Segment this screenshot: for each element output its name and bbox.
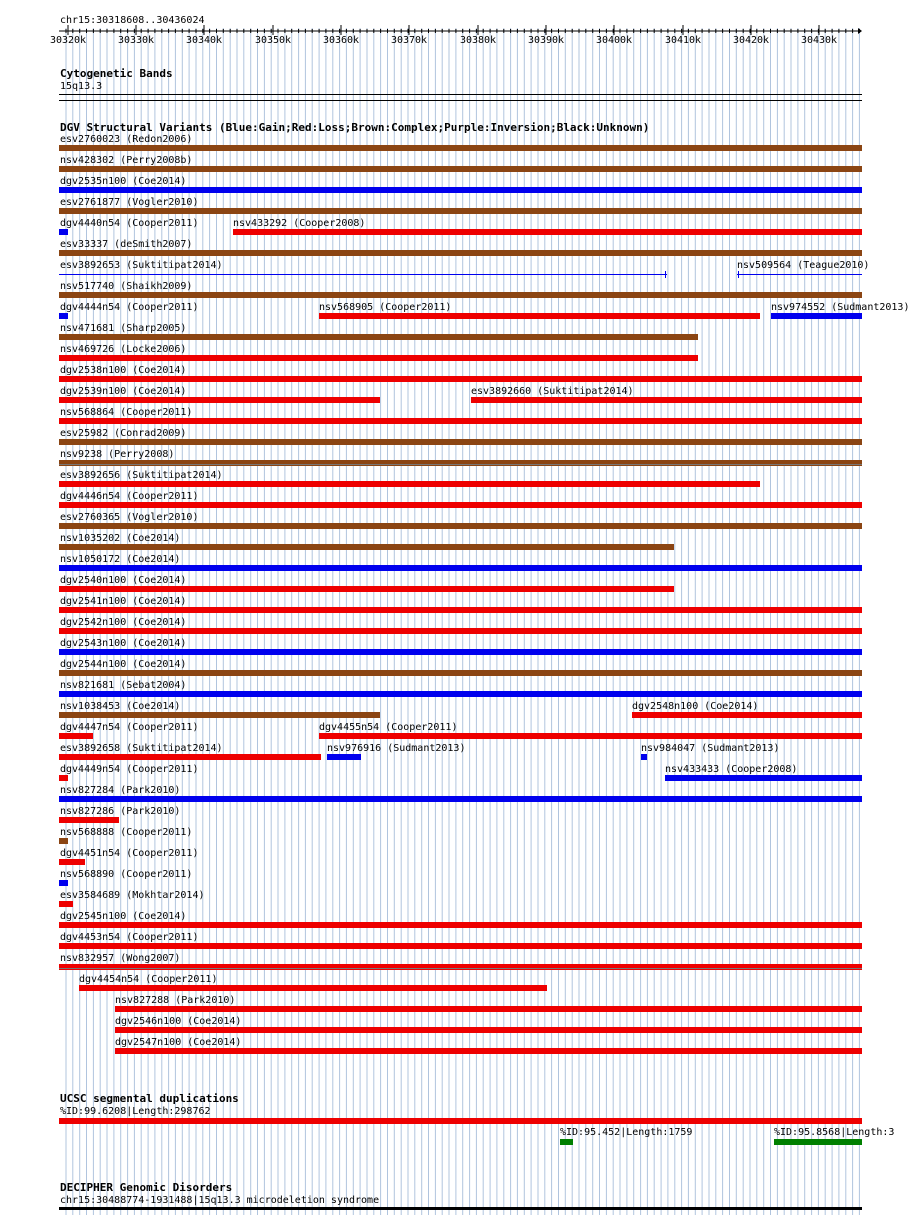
dgv-feature-bar[interactable] <box>59 397 380 403</box>
dgv-feature-label: esv33337 (deSmith2007) <box>60 239 193 250</box>
ruler-tick-label: 30390k <box>527 35 565 46</box>
dgv-feature-bar[interactable] <box>59 607 862 613</box>
ruler-tick-label: 30370k <box>390 35 428 46</box>
ruler-tick-label: 30400k <box>595 35 633 46</box>
dgv-feature-label: esv3892658 (Suktitipat2014) <box>60 743 223 754</box>
dgv-feature-bar[interactable] <box>59 250 862 256</box>
cytoband-track <box>59 94 862 95</box>
ruler-tick-label: 30430k <box>800 35 838 46</box>
dgv-feature-bar[interactable] <box>59 586 674 592</box>
dgv-feature-label: dgv2538n100 (Coe2014) <box>60 365 187 376</box>
segdup-bar[interactable] <box>560 1139 573 1145</box>
dgv-feature-bar[interactable] <box>59 355 698 361</box>
dgv-feature-label: dgv4453n54 (Cooper2011) <box>60 932 199 943</box>
dgv-separator <box>59 968 862 969</box>
dgv-feature-bar[interactable] <box>59 439 862 445</box>
dgv-feature-bar[interactable] <box>59 187 862 193</box>
ruler-tick-label: 30420k <box>732 35 770 46</box>
dgv-feature-bar[interactable] <box>59 922 862 928</box>
dgv-feature-bar[interactable] <box>59 712 380 718</box>
dgv-feature-bar[interactable] <box>59 649 862 655</box>
dgv-feature-label: dgv4440n54 (Cooper2011) <box>60 218 199 229</box>
dgv-feature-bar[interactable] <box>59 775 68 781</box>
dgv-feature-bar[interactable] <box>59 838 68 844</box>
cytoband-label: 15q13.3 <box>60 81 103 92</box>
dgv-feature-bar[interactable] <box>59 943 862 949</box>
dgv-feature-label: dgv2547n100 (Coe2014) <box>115 1037 242 1048</box>
dgv-feature-bar[interactable] <box>59 292 862 298</box>
cytoband-title: Cytogenetic Bands <box>60 67 173 80</box>
ruler-tick-label: 30410k <box>664 35 702 46</box>
dgv-feature-bar[interactable] <box>771 313 862 319</box>
dgv-feature-bar[interactable] <box>59 334 698 340</box>
decipher-label: chr15:30488774-1931488|15q13.3 microdeletion syndrome <box>60 1195 380 1206</box>
dgv-feature-label: dgv2535n100 (Coe2014) <box>60 176 187 187</box>
dgv-feature-bar[interactable] <box>59 754 321 760</box>
dgv-feature-label: dgv4446n54 (Cooper2011) <box>60 491 199 502</box>
dgv-feature-bar[interactable] <box>59 565 862 571</box>
dgv-feature-label: dgv4444n54 (Cooper2011) <box>60 302 199 313</box>
dgv-feature-label: nsv509564 (Teague2010) <box>737 260 870 271</box>
dgv-feature-bar[interactable] <box>641 754 647 760</box>
dgv-feature-bar[interactable] <box>59 964 862 970</box>
dgv-feature-bar[interactable] <box>59 166 862 172</box>
dgv-feature-bar[interactable] <box>59 733 93 739</box>
dgv-feature-bar[interactable] <box>233 229 862 235</box>
dgv-feature-label: dgv2539n100 (Coe2014) <box>60 386 187 397</box>
dgv-feature-label: nsv568905 (Cooper2011) <box>319 302 452 313</box>
dgv-feature-label: esv2761877 (Vogler2010) <box>60 197 199 208</box>
segdup-label: %ID:99.6208|Length:298762 <box>60 1106 211 1117</box>
dgv-feature-bar[interactable] <box>59 208 862 214</box>
segdup-label: %ID:95.452|Length:1759 <box>560 1127 693 1138</box>
dgv-feature-bar[interactable] <box>59 481 760 487</box>
dgv-feature-bar[interactable] <box>319 733 862 739</box>
dgv-feature-label: nsv428302 (Perry2008b) <box>60 155 193 166</box>
dgv-feature-label: dgv2544n100 (Coe2014) <box>60 659 187 670</box>
dgv-feature-label: dgv2545n100 (Coe2014) <box>60 911 187 922</box>
dgv-feature-label: nsv827288 (Park2010) <box>115 995 236 1006</box>
dgv-feature-bar[interactable] <box>59 523 862 529</box>
dgv-feature-bar[interactable] <box>471 397 862 403</box>
dgv-feature-bar[interactable] <box>59 313 68 319</box>
ruler-tick-label: 30350k <box>254 35 292 46</box>
dgv-feature-label: esv3892660 (Suktitipat2014) <box>471 386 634 397</box>
dgv-feature-bar[interactable] <box>59 229 68 235</box>
segdup-bar[interactable] <box>774 1139 862 1145</box>
dgv-feature-label: nsv974552 (Sudmant2013) <box>771 302 909 313</box>
dgv-feature-label: dgv4451n54 (Cooper2011) <box>60 848 199 859</box>
cytoband-track-bottom <box>59 100 862 101</box>
location-label: chr15:30318608..30436024 <box>60 15 205 26</box>
dgv-feature-line[interactable] <box>59 274 667 275</box>
ruler-axis <box>0 22 890 36</box>
dgv-feature-label: esv2760365 (Vogler2010) <box>60 512 199 523</box>
dgv-separator <box>59 464 862 465</box>
dgv-feature-bar[interactable] <box>59 901 73 907</box>
dgv-feature-bar[interactable] <box>59 670 862 676</box>
dgv-feature-label: nsv517740 (Shaikh2009) <box>60 281 193 292</box>
dgv-feature-label: nsv832957 (Wong2007) <box>60 953 181 964</box>
dgv-feature-label: nsv568888 (Cooper2011) <box>60 827 193 838</box>
dgv-feature-bar[interactable] <box>59 544 674 550</box>
dgv-feature-bar[interactable] <box>632 712 862 718</box>
dgv-feature-bar[interactable] <box>115 1006 862 1012</box>
ruler-tick-label: 30340k <box>185 35 223 46</box>
dgv-feature-label: dgv4447n54 (Cooper2011) <box>60 722 199 733</box>
dgv-feature-label: nsv821681 (Sebat2004) <box>60 680 187 691</box>
dgv-feature-label: dgv4449n54 (Cooper2011) <box>60 764 199 775</box>
dgv-feature-label: nsv1038453 (Coe2014) <box>60 701 181 712</box>
dgv-feature-label: dgv2542n100 (Coe2014) <box>60 617 187 628</box>
dgv-feature-label: nsv976916 (Sudmant2013) <box>327 743 466 754</box>
dgv-feature-label: nsv9238 (Perry2008) <box>60 449 175 460</box>
dgv-feature-label: nsv1035202 (Coe2014) <box>60 533 181 544</box>
dgv-feature-label: nsv568864 (Cooper2011) <box>60 407 193 418</box>
dgv-feature-bar[interactable] <box>79 985 547 991</box>
dgv-feature-label: esv3584689 (Mokhtar2014) <box>60 890 205 901</box>
decipher-track <box>59 1207 862 1210</box>
dgv-feature-label: nsv827286 (Park2010) <box>60 806 181 817</box>
dgv-feature-bar[interactable] <box>59 691 862 697</box>
dgv-feature-label: esv3892656 (Suktitipat2014) <box>60 470 223 481</box>
dgv-feature-bar[interactable] <box>327 754 361 760</box>
dgv-feature-label: nsv433433 (Cooper2008) <box>665 764 798 775</box>
dgv-feature-label: dgv2546n100 (Coe2014) <box>115 1016 242 1027</box>
dgv-feature-bar[interactable] <box>115 1027 862 1033</box>
dgv-title: DGV Structural Variants (Blue:Gain;Red:Loss;Brown:Complex;Purple:Inversion;Black:Unknown) <box>60 121 650 134</box>
dgv-feature-label: dgv4454n54 (Cooper2011) <box>79 974 218 985</box>
dgv-feature-label: nsv984047 (Sudmant2013) <box>641 743 780 754</box>
dgv-feature-bar[interactable] <box>59 859 85 865</box>
segdup-label: %ID:95.8568|Length:3 <box>774 1127 895 1138</box>
dgv-feature-bar[interactable] <box>59 796 862 802</box>
ruler-tick-label: 30330k <box>117 35 155 46</box>
dgv-feature-bar[interactable] <box>59 628 862 634</box>
segdup-bar[interactable] <box>59 1118 862 1124</box>
segdup-title: UCSC segmental duplications <box>60 1092 239 1105</box>
dgv-feature-label: dgv2541n100 (Coe2014) <box>60 596 187 607</box>
dgv-feature-label: esv2760023 (Redon2006) <box>60 134 193 145</box>
dgv-feature-label: nsv469726 (Locke2006) <box>60 344 187 355</box>
dgv-feature-label: dgv4455n54 (Cooper2011) <box>319 722 458 733</box>
dgv-feature-label: nsv471681 (Sharp2005) <box>60 323 187 334</box>
decipher-title: DECIPHER Genomic Disorders <box>60 1181 233 1194</box>
dgv-feature-bar[interactable] <box>59 502 862 508</box>
dgv-feature-bar[interactable] <box>59 145 862 151</box>
dgv-feature-bar[interactable] <box>115 1048 862 1054</box>
dgv-feature-bar[interactable] <box>59 880 68 886</box>
dgv-feature-endcap <box>738 271 739 278</box>
dgv-feature-endcap <box>665 271 666 278</box>
dgv-feature-bar[interactable] <box>665 775 862 781</box>
dgv-feature-bar[interactable] <box>59 376 862 382</box>
dgv-feature-label: esv25982 (Conrad2009) <box>60 428 187 439</box>
dgv-feature-label: nsv568890 (Cooper2011) <box>60 869 193 880</box>
dgv-feature-bar[interactable] <box>319 313 760 319</box>
dgv-feature-label: dgv2548n100 (Coe2014) <box>632 701 759 712</box>
dgv-feature-label: esv3892653 (Suktitipat2014) <box>60 260 223 271</box>
dgv-feature-label: nsv827284 (Park2010) <box>60 785 181 796</box>
dgv-feature-label: nsv1050172 (Coe2014) <box>60 554 181 565</box>
ruler-tick-label: 30380k <box>459 35 497 46</box>
dgv-feature-label: dgv2543n100 (Coe2014) <box>60 638 187 649</box>
ruler-tick-label: 30360k <box>322 35 360 46</box>
dgv-feature-label: nsv433292 (Cooper2008) <box>233 218 366 229</box>
dgv-feature-bar[interactable] <box>59 817 119 823</box>
dgv-feature-bar[interactable] <box>59 418 862 424</box>
ruler-tick-label: 30320k <box>49 35 87 46</box>
dgv-feature-bar[interactable] <box>59 460 862 466</box>
dgv-feature-label: dgv2540n100 (Coe2014) <box>60 575 187 586</box>
dgv-feature-line[interactable] <box>737 274 862 275</box>
